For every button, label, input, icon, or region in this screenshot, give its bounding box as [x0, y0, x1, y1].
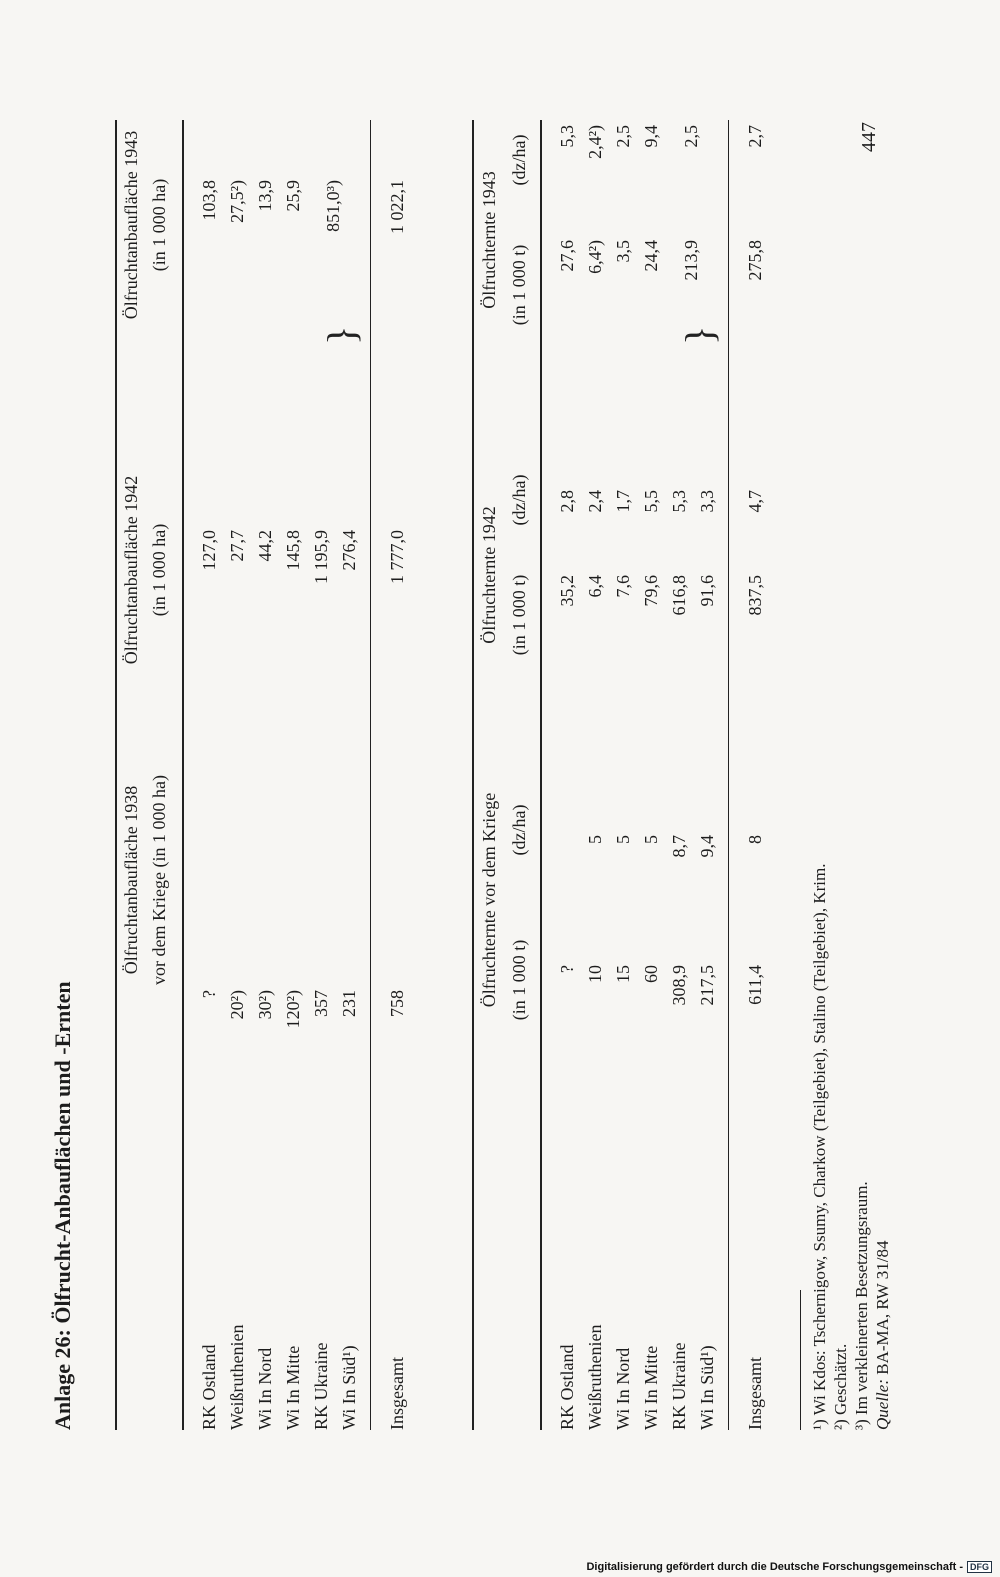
table1-row-c1: 357 [311, 990, 331, 1017]
table1-row-label: Wi In Nord [255, 1347, 275, 1430]
table2-total-label: Insgesamt [745, 1357, 765, 1430]
table1-total-rule [370, 120, 371, 1430]
table2-header-group3: Ölfruchternte 1943 [479, 171, 499, 309]
table1-top-rule [115, 120, 117, 1430]
footnote-3: ³) Im verkleinerten Besetzungsraum. [852, 1181, 871, 1430]
table2-total-c: 837,5 [745, 575, 765, 616]
table2-total-a: 611,4 [745, 965, 765, 1005]
table1-header-c1-line1: Ölfruchtanbaufläche 1938 [121, 785, 141, 975]
page-title: Anlage 26: Ölfrucht-Anbauflächen und -Ernten [50, 981, 75, 1430]
table2-total-rule [728, 120, 729, 1430]
table1-total-c3: 1 022,1 [387, 180, 407, 234]
table1-header-c3-line1: Ölfruchtanbaufläche 1943 [121, 130, 141, 320]
table2-total-e: 275,8 [745, 240, 765, 281]
table1-row-c3: 851,0³) [323, 180, 343, 232]
table2-row-label: RK Ostland [557, 1344, 577, 1430]
table2-row-b: 5 [613, 835, 633, 844]
table1-row-c2: 27,7 [227, 530, 247, 562]
table2-row-b: 8,7 [669, 835, 689, 858]
merge-brace: } [319, 325, 364, 345]
table2-row-f: 2,4²) [585, 125, 605, 159]
table2-row-a: 217,5 [697, 965, 717, 1006]
table2-row-d: 2,4 [585, 490, 605, 513]
table1-row-c2: 276,4 [339, 530, 359, 571]
table2-row-b: 5 [641, 835, 661, 844]
table2-row-e: 3,5 [613, 240, 633, 263]
dfg-logo: DFG [967, 1561, 992, 1573]
table1-row-c3: 103,8 [199, 180, 219, 221]
table2-row-a: 308,9 [669, 965, 689, 1006]
table2-row-label: Weißruthenien [585, 1324, 605, 1430]
table1-total-label: Insgesamt [387, 1357, 407, 1430]
table2-row-f: 2,5 [613, 125, 633, 148]
digitization-footer [586, 1561, 992, 1573]
footnote-1: ¹) Wi Kdos: Tschernigow, Ssumy, Charkow (Teilgebiet), Stalino (Teilgebiet), Krim. [810, 863, 829, 1430]
table2-row-d: 1,7 [613, 490, 633, 513]
source-line [873, 1240, 893, 1430]
table2-row-a: 15 [613, 965, 633, 983]
table1-row-c1: 231 [339, 990, 359, 1017]
table2-header-unit-t: (in 1 000 t) [509, 939, 529, 1021]
footnote-rule [800, 1290, 801, 1430]
table2-row-e: 27,6 [557, 240, 577, 272]
table1-row-label: Wi In Mitte [283, 1345, 303, 1430]
table1-row-c2: 127,0 [199, 530, 219, 571]
source-text: BA-MA, RW 31/84 [873, 1240, 892, 1380]
source-label: Quelle: [873, 1379, 892, 1430]
table2-header-unit-dz: (dz/ha) [509, 134, 529, 186]
footnote-2: ²) Geschätzt. [831, 1343, 850, 1430]
table2-row-a: ? [557, 965, 577, 973]
table2-header-group2: Ölfruchternte 1942 [479, 506, 499, 644]
table1-row-c1: 120²) [283, 990, 303, 1029]
table1-row-c3: 25,9 [283, 180, 303, 212]
table1-row-label: Weißruthenien [227, 1324, 247, 1430]
table1-row-c2: 44,2 [255, 530, 275, 562]
table2-row-c: 7,6 [613, 575, 633, 598]
table2-row-e: 6,4²) [585, 240, 605, 274]
page-number: 447 [858, 122, 880, 152]
table2-row-d: 5,5 [641, 490, 661, 513]
table2-row-c: 35,2 [557, 575, 577, 607]
table2-header-unit-dz: (dz/ha) [509, 474, 529, 526]
table1-row-label: RK Ostland [199, 1344, 219, 1430]
table2-row-e: 213,9 [681, 240, 701, 281]
table2-row-b: 9,4 [697, 835, 717, 858]
table2-row-a: 10 [585, 965, 605, 983]
rotated-page-content [40, 40, 900, 1440]
table2-header-unit-dz: (dz/ha) [509, 804, 529, 856]
table1-header-c2-line1: Ölfruchtanbaufläche 1942 [121, 475, 141, 665]
table1-total-c1: 758 [387, 990, 407, 1017]
table1-row-c3: 13,9 [255, 180, 275, 212]
table2-total-d: 4,7 [745, 490, 765, 513]
table2-row-label: Wi In Nord [613, 1347, 633, 1430]
table1-row-c2: 145,8 [283, 530, 303, 571]
table2-row-label: RK Ukraine [669, 1342, 689, 1430]
table2-row-c: 616,8 [669, 575, 689, 616]
table2-row-c: 91,6 [697, 575, 717, 607]
table2-row-c: 79,6 [641, 575, 661, 607]
table2-top-rule [472, 120, 474, 1430]
table2-row-label: Wi In Süd¹) [697, 1345, 717, 1430]
table2-row-d: 5,3 [669, 490, 689, 513]
table2-row-label: Wi In Mitte [641, 1345, 661, 1430]
table1-row-c2: 1 195,9 [311, 530, 331, 584]
table2-header-group1: Ölfruchternte vor dem Kriege [479, 792, 499, 1008]
table2-total-f: 2,7 [745, 125, 765, 148]
table1-header-c2-line2: (in 1 000 ha) [149, 523, 169, 617]
table2-row-f: 5,3 [557, 125, 577, 148]
merge-brace: } [677, 325, 722, 345]
table2-row-d: 2,8 [557, 490, 577, 513]
table2-header-unit-t: (in 1 000 t) [509, 574, 529, 656]
table1-row-c1: 20²) [227, 990, 247, 1020]
table2-header-unit-t: (in 1 000 t) [509, 244, 529, 326]
table2-row-e: 24,4 [641, 240, 661, 272]
table1-total-c2: 1 777,0 [387, 530, 407, 584]
table1-row-c3: 27,5²) [227, 180, 247, 223]
table2-row-c: 6,4 [585, 575, 605, 598]
table1-row-c1: ? [199, 990, 219, 998]
table1-header-c1-line2: vor dem Kriege (in 1 000 ha) [149, 775, 169, 985]
table1-row-label: RK Ukraine [311, 1342, 331, 1430]
table2-row-a: 60 [641, 965, 661, 983]
table2-total-b: 8 [745, 835, 765, 844]
table1-row-c1: 30²) [255, 990, 275, 1020]
table2-header-rule [540, 120, 542, 1430]
table1-header-rule [182, 120, 184, 1430]
table2-row-f: 9,4 [641, 125, 661, 148]
table2-row-d: 3,3 [697, 490, 717, 513]
table1-header-c3-line2: (in 1 000 ha) [149, 178, 169, 272]
table2-row-f: 2,5 [681, 125, 701, 148]
table1-row-label: Wi In Süd¹) [339, 1345, 359, 1430]
table2-row-b: 5 [585, 835, 605, 844]
digitization-note: Digitalisierung gefördert durch die Deutsche Forschungsgemeinschaft - [586, 1561, 963, 1573]
